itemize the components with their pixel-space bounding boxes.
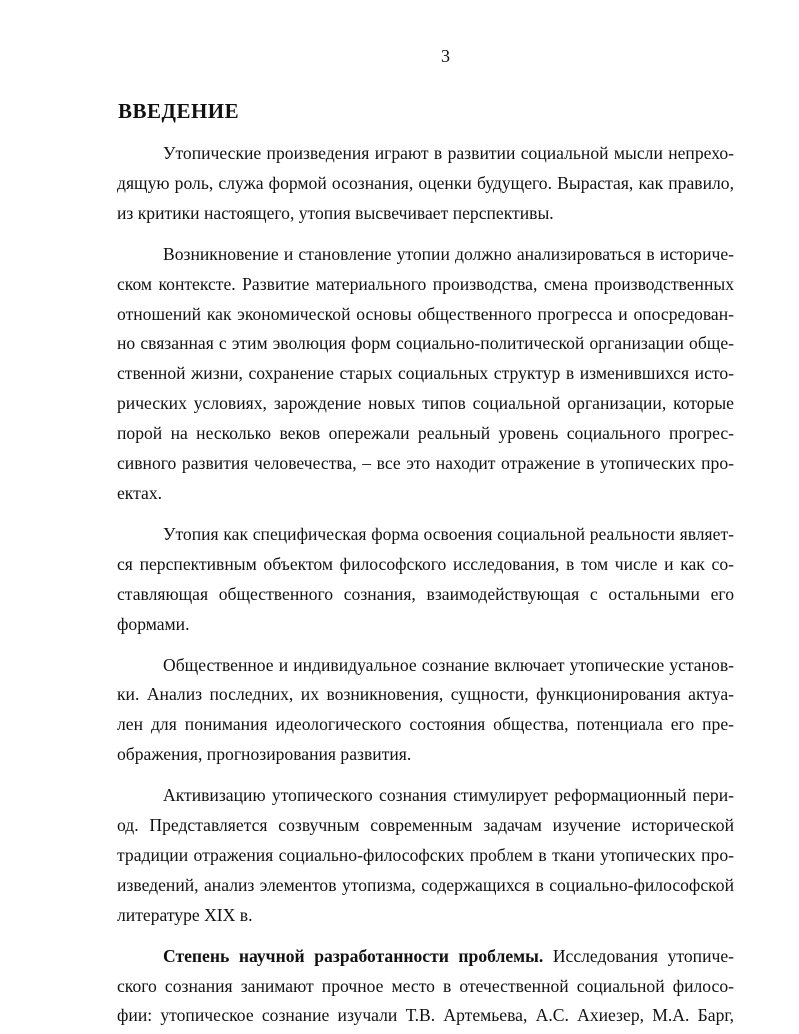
text-line: изведений, анализ элементов утопизма, содержащихся в социально-философской <box>117 874 734 895</box>
paragraph-2 <box>117 240 734 509</box>
text-line <box>117 942 734 972</box>
paragraph-1 <box>117 139 734 229</box>
text-line: ском контексте. Развитие материального производства, смена производственных <box>117 273 734 294</box>
text-line: ки. Анализ последних, их возникновения, сущности, функционирования актуа- <box>117 684 734 705</box>
text-fragment: Исследования утопиче- <box>543 945 734 966</box>
section-heading: ВВЕДЕНИЕ <box>118 99 240 123</box>
text-line: ображения, прогнозирования развития. <box>117 744 412 765</box>
text-line: формами. <box>117 613 190 634</box>
paragraph-4 <box>117 651 734 771</box>
paragraph-5 <box>117 781 734 931</box>
text-line: порой на несколько веков опережали реальный уровень социального прогрес- <box>117 423 734 444</box>
text-line: но связанная с этим эволюция форм социально-политической организации обще- <box>117 333 734 354</box>
text-line: Общественное и индивидуальное сознание включает утопические установ- <box>163 654 734 675</box>
text-line: из критики настоящего, утопия высвечивает перспективы. <box>117 202 554 223</box>
paragraph-6 <box>117 942 734 1032</box>
paragraph-3 <box>117 520 734 640</box>
text-line: рических условиях, зарождение новых типов социальной организации, которые <box>117 393 734 414</box>
body-text <box>117 139 734 1031</box>
text-line: лен для понимания идеологического состояния общества, потенциала его пре- <box>117 714 734 735</box>
text-line: ся перспективным объектом философского исследования, в том числе и как со- <box>117 553 734 574</box>
text-line: традиции отражения социально-философских проблем в ткани утопических про- <box>117 844 734 865</box>
page-number: 3 <box>441 46 450 66</box>
text-line: Утопия как специфическая форма освоения социальной реальности являет- <box>163 523 734 544</box>
text-line: литературе XIX в. <box>117 904 253 925</box>
text-line: фии: утопическое сознание изучали Т.В. Артемьева, А.С. Ахиезер, М.А. Барг, <box>117 1005 734 1026</box>
text-line: Активизацию утопического сознания стимулирует реформационный пери- <box>163 785 734 806</box>
text-line: Утопические произведения играют в развитии социальной мысли непрехо- <box>163 143 734 163</box>
text-line: ставляющая общественного сознания, взаимодействующая с остальными его <box>117 583 734 604</box>
text-line: сивного развития человечества, – все это находит отражение в утопических про- <box>117 453 734 474</box>
text-line: ектах. <box>117 482 163 503</box>
text-line: ского сознания занимают прочное место в отечественной социальной филосо- <box>117 975 734 996</box>
text-line: ственной жизни, сохранение старых социальных структур в изменившихся исто- <box>117 363 734 384</box>
bold-lead-phrase: Степень научной разработанности проблемы. <box>163 945 544 966</box>
text-line: од. Представляется созвучным современным задачам изучение исторической <box>117 815 734 836</box>
text-line: Возникновение и становление утопии должно анализироваться в историче- <box>163 243 734 264</box>
text-line: дящую роль, служа формой осознания, оценки будущего. Вырастая, как правило, <box>117 172 734 193</box>
text-line: отношений как экономической основы общественного прогресса и опосредован- <box>117 303 734 324</box>
